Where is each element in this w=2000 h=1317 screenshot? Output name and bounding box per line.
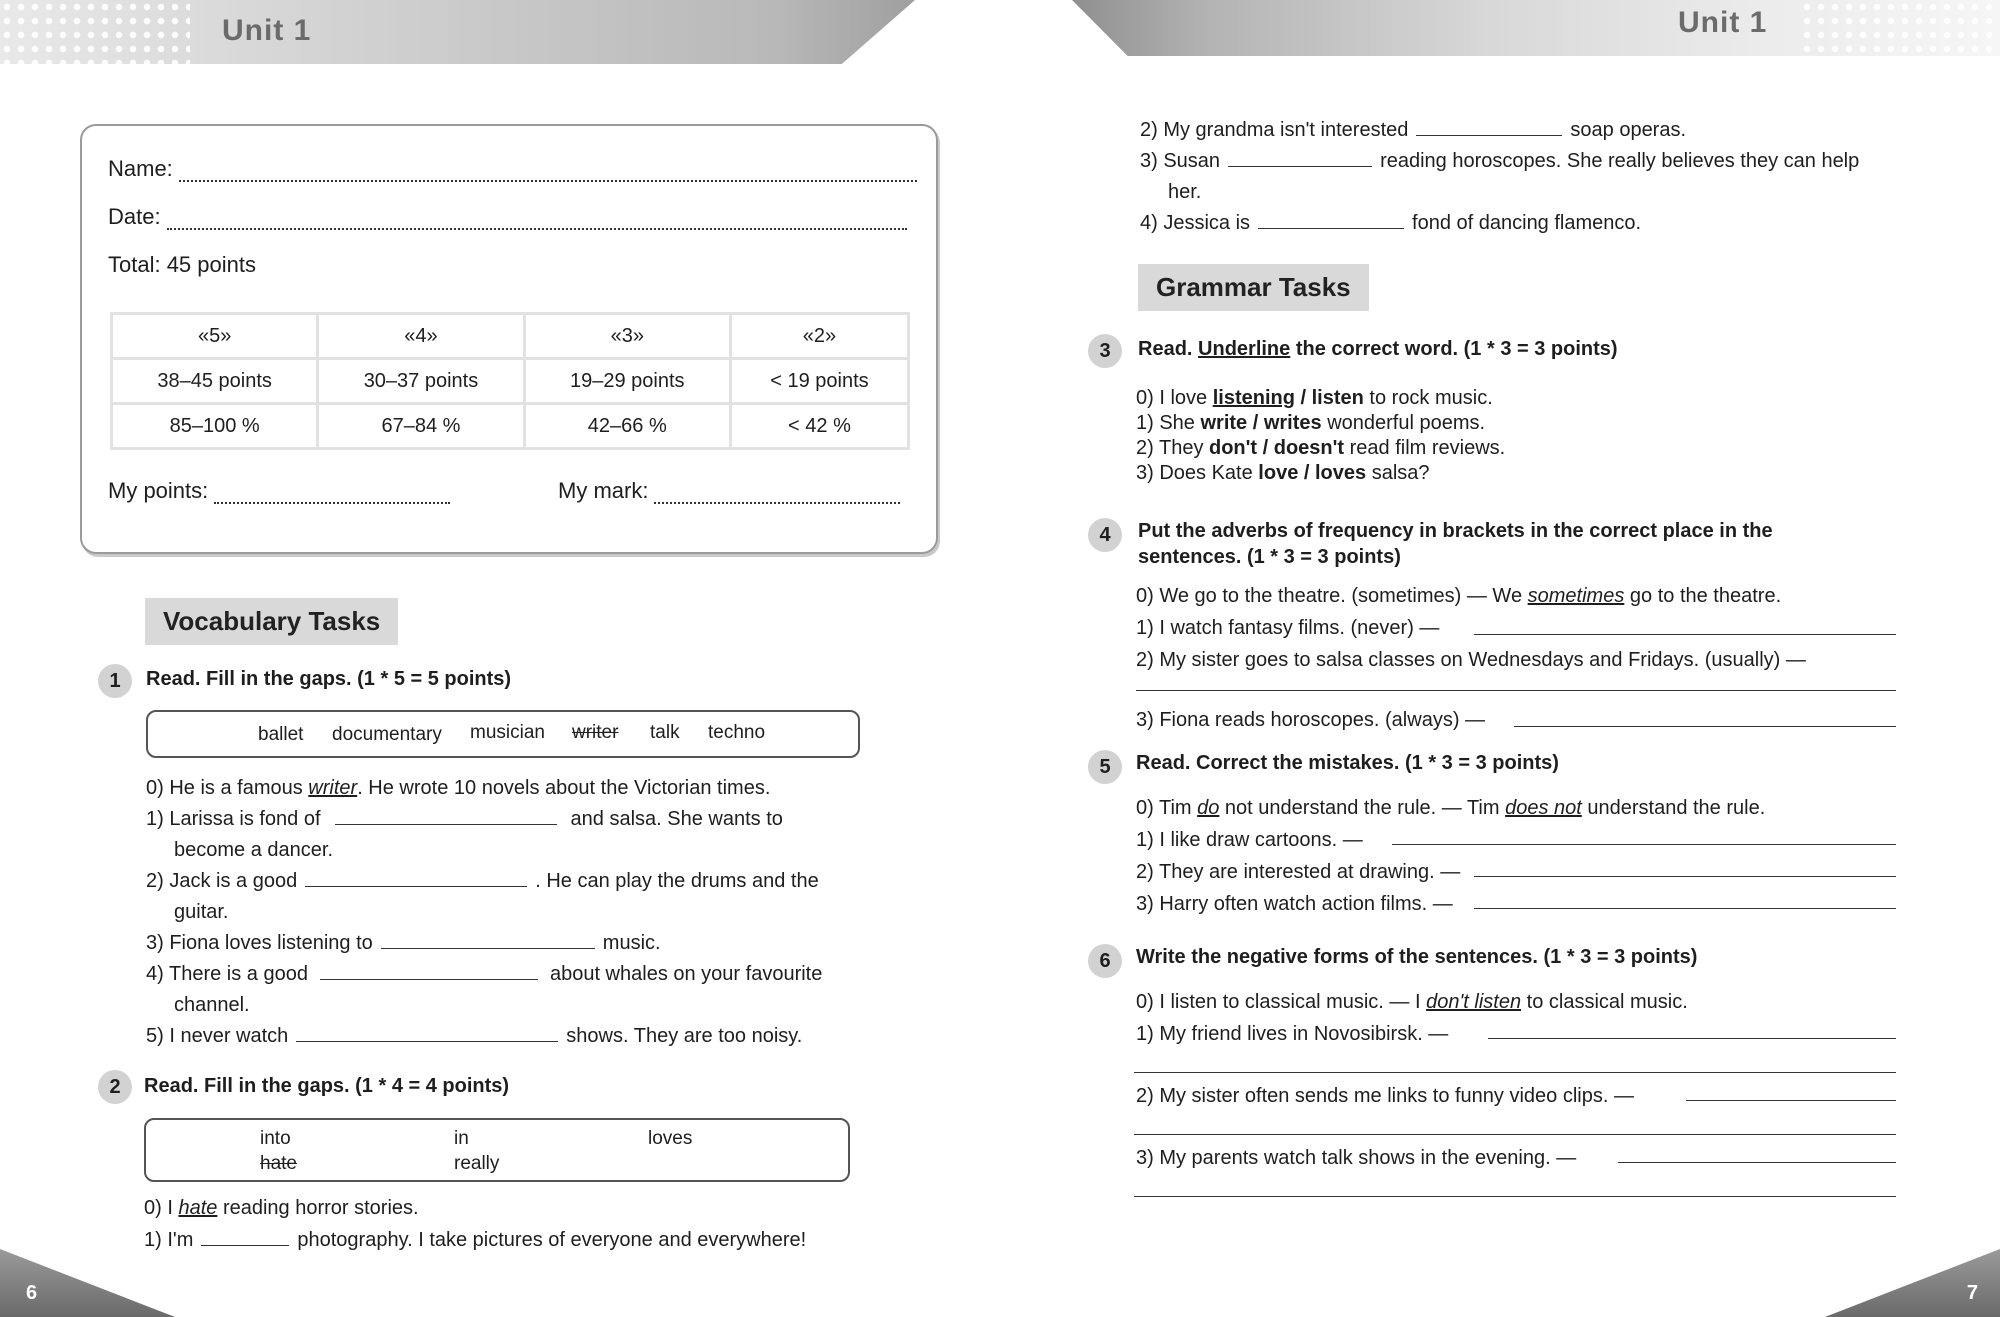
task-title: Read. Correct the mistakes. (1 * 3 = 3 points): [1136, 752, 1559, 774]
task-number-badge: 2: [98, 1070, 132, 1104]
title-text: the correct word. (1 * 3 = 3 points): [1290, 338, 1618, 360]
sentence-text: about whales on your favourite: [549, 963, 823, 985]
answer-line[interactable]: [1134, 1072, 1896, 1073]
sentence-3: 3) Harry often watch action films. —: [1136, 893, 1453, 915]
word-choice[interactable]: listening: [1212, 387, 1295, 409]
grade-cell: «4»: [318, 314, 524, 359]
points-cell: 19–29 points: [524, 359, 730, 404]
answer-line[interactable]: [1474, 876, 1896, 877]
title-text-underlined: Underline: [1198, 338, 1291, 360]
student-info-card: [80, 124, 938, 554]
answer-line[interactable]: [1136, 690, 1896, 691]
word-bank-item: into: [260, 1128, 291, 1149]
sentence-1: [1136, 411, 1485, 435]
sentence-text: to classical music.: [1521, 991, 1688, 1013]
task-title: [1138, 336, 1618, 362]
task-title: Put the adverbs of frequency in brackets in the correct place in the: [1138, 520, 1773, 542]
sentence-text: 2) My grandma isn't interested: [1140, 119, 1409, 141]
task-title: Read. Fill in the gaps. (1 * 5 = 5 points): [146, 668, 512, 690]
answer-gap[interactable]: [1416, 119, 1562, 136]
example-sentence: [144, 1196, 419, 1220]
sentence-4-cont: channel.: [174, 994, 250, 1016]
word-bank: [144, 1118, 850, 1182]
sentence-text: 1) She: [1136, 412, 1201, 434]
sentence-3: [1140, 149, 1859, 173]
example-sentence: [1136, 990, 1688, 1014]
separator: /: [1247, 412, 1264, 434]
task-title-cont: sentences. (1 * 3 = 3 points): [1138, 546, 1401, 568]
sentence-text: go to the theatre.: [1624, 585, 1782, 607]
my-mark-dotted-line[interactable]: [654, 492, 900, 504]
sentence-text: 0) I listen to classical music. — I: [1136, 991, 1427, 1013]
page-number: 7: [1966, 1282, 1978, 1304]
example-sentence: [146, 776, 770, 800]
sentence-text: 2) They: [1136, 437, 1209, 459]
answer-line[interactable]: [1474, 908, 1896, 909]
sentence-text: shows. They are too noisy.: [566, 1025, 803, 1047]
answer-line[interactable]: [1686, 1100, 1896, 1101]
sentence-text: 2) Jack is a good: [146, 870, 298, 892]
sentence-3-cont: her.: [1168, 181, 1202, 203]
task-title: Write the negative forms of the sentences. (1 * 3 = 3 points): [1136, 946, 1698, 968]
sentence-text: 3) Fiona loves listening to: [146, 932, 373, 954]
sentence-4: [1140, 211, 1641, 235]
sentence-2: [1140, 118, 1686, 142]
sentence-text: 4) There is a good: [146, 963, 308, 985]
answer-gap[interactable]: [381, 932, 595, 949]
word-bank-item-used: hate: [260, 1153, 297, 1174]
word-choice[interactable]: don't: [1209, 437, 1258, 459]
example-sentence: [1136, 584, 1781, 608]
example-answer: hate: [178, 1197, 218, 1219]
sentence-text: wonderful poems.: [1321, 412, 1486, 434]
sentence-text: fond of dancing flamenco.: [1412, 212, 1642, 234]
grade-cell: «3»: [524, 314, 730, 359]
example-sentence: [1136, 796, 1765, 820]
vocabulary-tasks-heading: Vocabulary Tasks: [145, 598, 398, 645]
word-bank-item: musician: [470, 722, 545, 743]
task-number-badge: 4: [1088, 518, 1122, 552]
sentence-text: reading horoscopes. She really believes they can help: [1380, 150, 1860, 172]
grade-table: [110, 312, 910, 450]
percent-cell: 42–66 %: [524, 404, 730, 449]
sentence-text: music.: [602, 932, 661, 954]
sentence-text: . He can play the drums and the: [535, 870, 819, 892]
answer-line[interactable]: [1514, 726, 1896, 727]
answer-line[interactable]: [1618, 1162, 1896, 1163]
sentence-3: 3) My parents watch talk shows in the evening. —: [1136, 1147, 1577, 1169]
sentence-text: 4) Jessica is: [1140, 212, 1251, 234]
example-answer: writer: [308, 777, 358, 799]
separator: /: [1298, 462, 1315, 484]
sentence-2: 2) My sister goes to salsa classes on Wednesdays and Fridays. (usually) —: [1136, 649, 1806, 671]
answer-gap[interactable]: [1228, 150, 1372, 167]
date-label: Date:: [108, 204, 161, 229]
sentence-text: 1) Larissa is fond of: [146, 808, 321, 830]
date-field[interactable]: [108, 204, 907, 230]
answer-line[interactable]: [1392, 844, 1896, 845]
sentence-text: reading horror stories.: [217, 1197, 419, 1219]
word-bank-item: documentary: [332, 724, 442, 745]
sentence-1: 1) I like draw cartoons. —: [1136, 829, 1363, 851]
grade-cell: «5»: [112, 314, 318, 359]
points-cell: 38–45 points: [112, 359, 318, 404]
word-choice[interactable]: writes: [1263, 412, 1322, 434]
my-points-dotted-line[interactable]: [214, 492, 450, 504]
example-sentence: [1136, 386, 1493, 410]
word-choice[interactable]: doesn't: [1273, 437, 1345, 459]
header-dot-pattern: [0, 0, 190, 64]
sentence-text: read film reviews.: [1344, 437, 1506, 459]
sentence-text: . He wrote 10 novels about the Victorian times.: [357, 777, 771, 799]
my-points-field[interactable]: [108, 478, 450, 504]
grammar-tasks-heading: Grammar Tasks: [1138, 264, 1369, 311]
sentence-text: photography. I take pictures of everyone and everywhere!: [297, 1229, 807, 1251]
unit-title: Unit 1: [222, 14, 312, 47]
sentence-text: 3) Susan: [1140, 150, 1221, 172]
my-mark-field[interactable]: [558, 478, 900, 504]
right-page: [1000, 0, 2000, 1317]
sentence-text: and salsa. She wants to: [570, 808, 783, 830]
table-row: [112, 404, 909, 449]
sentence-text: 0) Tim: [1136, 797, 1198, 819]
date-dotted-line[interactable]: [167, 218, 907, 230]
name-dotted-line[interactable]: [179, 170, 917, 182]
task-number-badge: 1: [98, 664, 132, 698]
answer-line[interactable]: [1474, 634, 1896, 635]
crossed-out-word: do: [1197, 797, 1220, 819]
sentence-3: [146, 931, 661, 955]
sentence-text: not understand the rule. — Tim: [1219, 797, 1506, 819]
sentence-1: 1) I watch fantasy films. (never) —: [1136, 617, 1440, 639]
percent-cell: 85–100 %: [112, 404, 318, 449]
name-label: Name:: [108, 156, 173, 181]
answer-gap[interactable]: [335, 808, 557, 825]
task-number-badge: 6: [1088, 944, 1122, 978]
sentence-1: 1) My friend lives in Novosibirsk. —: [1136, 1023, 1449, 1045]
sentence-2: 2) They are interested at drawing. —: [1136, 861, 1461, 883]
header-dot-pattern: [1800, 0, 2000, 56]
sentence-text: salsa?: [1366, 462, 1430, 484]
word-bank: [146, 710, 860, 758]
separator: /: [1257, 437, 1274, 459]
word-bank-item: in: [454, 1128, 469, 1149]
unit-title: Unit 1: [1678, 6, 1768, 39]
word-choice[interactable]: write: [1200, 412, 1248, 434]
task-number-badge: 3: [1088, 334, 1122, 368]
percent-cell: 67–84 %: [318, 404, 524, 449]
points-cell: 30–37 points: [318, 359, 524, 404]
word-choice[interactable]: love: [1258, 462, 1299, 484]
sentence-text: 5) I never watch: [146, 1025, 289, 1047]
sentence-text: 0) He is a famous: [146, 777, 309, 799]
total-points: Total: 45 points: [108, 252, 256, 277]
sentence-3: 3) Fiona reads horoscopes. (always) —: [1136, 709, 1486, 731]
table-row: [112, 359, 909, 404]
sentence-text: 0) We go to the theatre. (sometimes) — We: [1136, 585, 1528, 607]
sentence-text: 0) I love: [1136, 387, 1213, 409]
sentence-text: 1) I'm: [144, 1229, 194, 1251]
my-points-label: My points:: [108, 478, 209, 503]
sentence-text: understand the rule.: [1581, 797, 1766, 819]
word-choice[interactable]: loves: [1315, 462, 1367, 484]
sentence-2: 2) My sister often sends me links to funny video clips. —: [1136, 1085, 1634, 1107]
example-answer: does not: [1505, 797, 1582, 819]
sentence-text: to rock music.: [1363, 387, 1493, 409]
sentence-1-cont: become a dancer.: [174, 839, 333, 861]
word-choice[interactable]: listen: [1311, 387, 1364, 409]
sentence-3: [1136, 461, 1430, 485]
word-bank-item: loves: [648, 1128, 693, 1149]
answer-line[interactable]: [1134, 1196, 1896, 1197]
answer-gap[interactable]: [320, 963, 538, 980]
percent-cell: < 42 %: [730, 404, 908, 449]
answer-gap[interactable]: [296, 1025, 558, 1042]
sentence-5: [146, 1024, 802, 1048]
name-field[interactable]: [108, 156, 917, 182]
sentence-text: soap operas.: [1570, 119, 1687, 141]
answer-line[interactable]: [1488, 1038, 1896, 1039]
separator: /: [1294, 387, 1312, 409]
example-answer: don't listen: [1426, 991, 1522, 1013]
example-answer: sometimes: [1527, 585, 1625, 607]
sentence-2: [146, 869, 819, 893]
word-bank-item-used: writer: [572, 722, 619, 743]
word-bank-item: ballet: [258, 724, 304, 745]
answer-gap[interactable]: [1258, 212, 1404, 229]
sentence-text: 3) Does Kate: [1136, 462, 1259, 484]
word-bank-item: talk: [650, 722, 680, 743]
sentence-1: [144, 1228, 806, 1252]
task-number-badge: 5: [1088, 750, 1122, 784]
sentence-text: 0) I: [144, 1197, 179, 1219]
table-row: [112, 314, 909, 359]
title-text: Read.: [1138, 338, 1199, 360]
sentence-1: [146, 807, 783, 831]
sentence-2: [1136, 436, 1505, 460]
points-cell: < 19 points: [730, 359, 908, 404]
page-number: 6: [26, 1282, 38, 1304]
answer-line[interactable]: [1134, 1134, 1896, 1135]
answer-gap[interactable]: [201, 1229, 289, 1246]
word-bank-item: techno: [708, 722, 766, 743]
my-mark-label: My mark:: [558, 478, 649, 503]
sentence-4: [146, 962, 822, 986]
word-bank-item: really: [454, 1153, 500, 1174]
task-title: Read. Fill in the gaps. (1 * 4 = 4 points): [144, 1075, 510, 1097]
sentence-2-cont: guitar.: [174, 901, 229, 923]
grade-cell: «2»: [730, 314, 908, 359]
answer-gap[interactable]: [305, 870, 527, 887]
